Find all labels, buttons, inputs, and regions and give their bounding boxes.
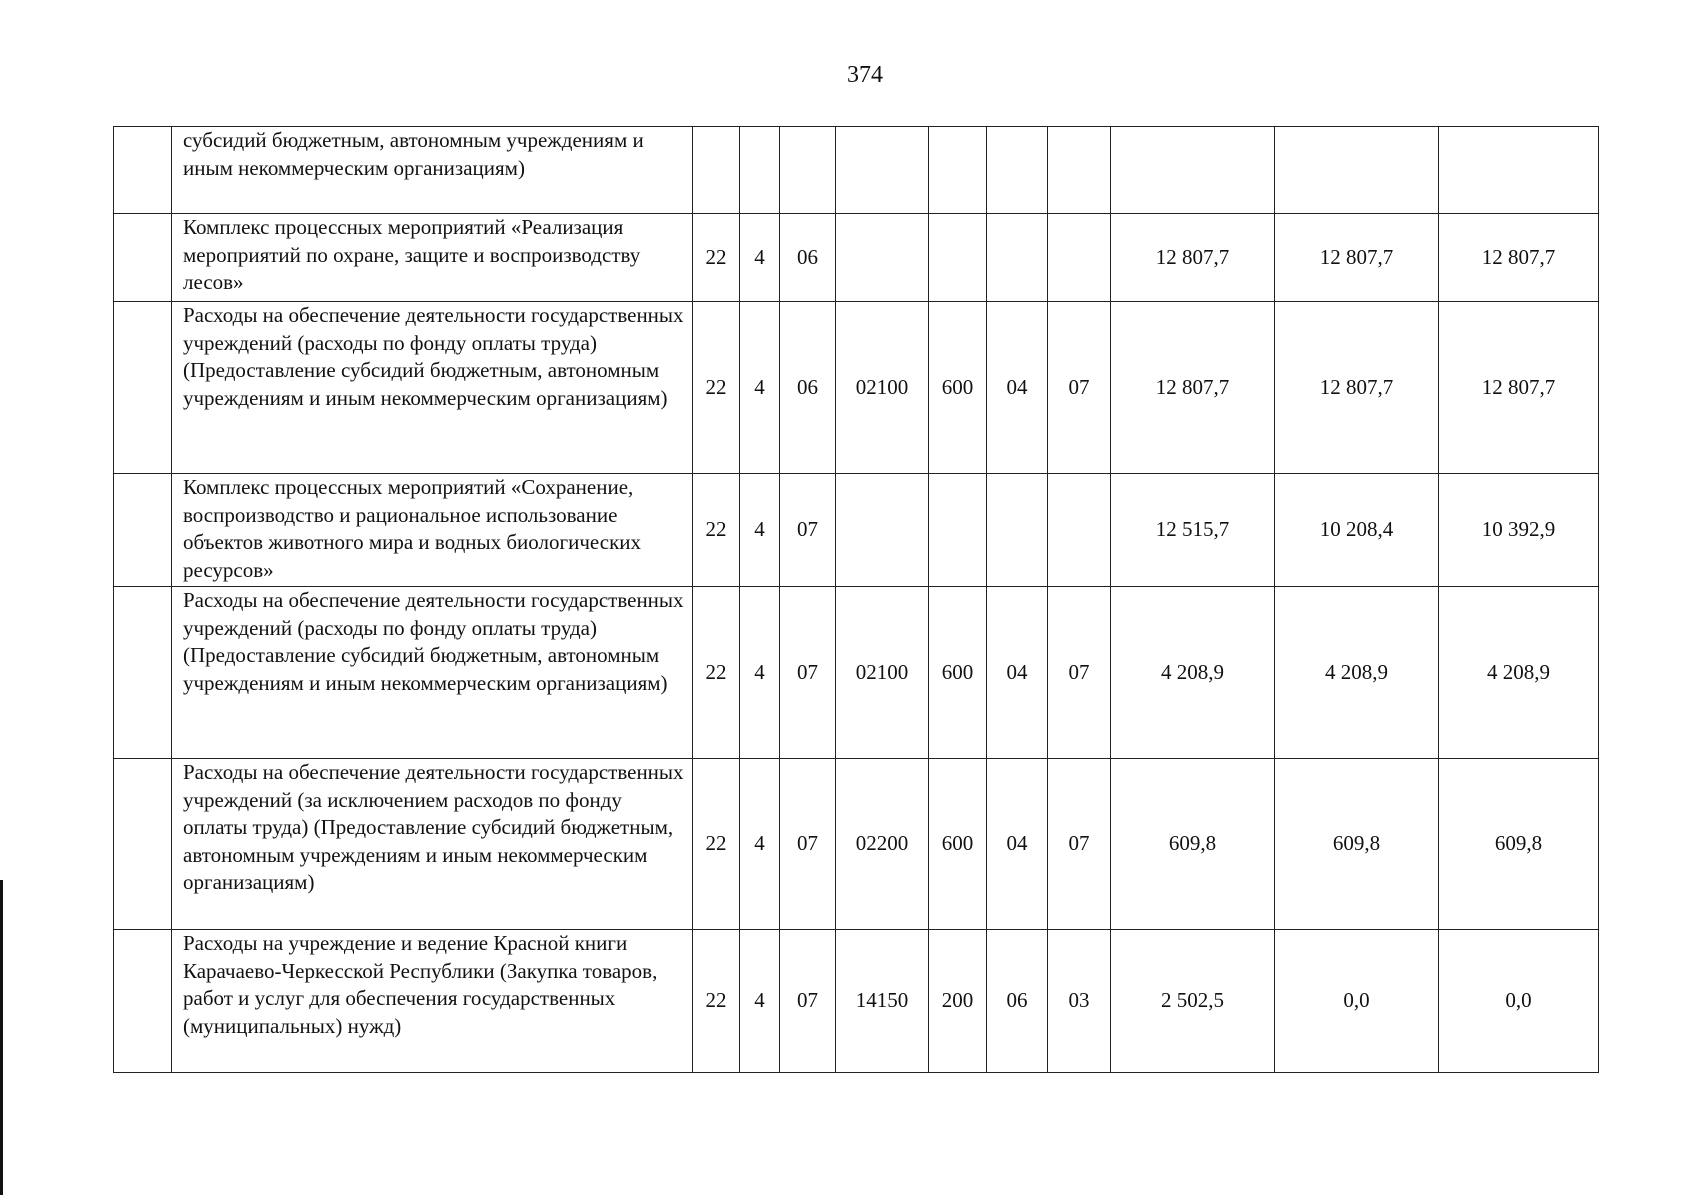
subprogram-type-cell: 4 [740,214,780,302]
budget-table [113,126,1599,1073]
program-code-cell: 22 [693,759,740,930]
row-number-cell [114,759,172,930]
amount-year1-cell: 4 208,9 [1111,587,1275,759]
scan-edge-line [0,880,3,1195]
direction-code-cell: 14150 [836,930,929,1073]
measure-code-cell: 06 [780,302,836,474]
program-code-cell: 22 [693,587,740,759]
amount-year1-cell: 609,8 [1111,759,1275,930]
table-row [114,930,1599,1073]
subprogram-type-cell: 4 [740,587,780,759]
amount-year3-cell: 0,0 [1439,930,1599,1073]
section-code-cell [987,214,1048,302]
subsection-code-cell: 07 [1048,759,1111,930]
table-row [114,127,1599,214]
expense-name-cell: субсидий бюджетным, автономным учреждениям и иным некоммерческим организациям) [172,127,693,214]
direction-code-cell: 02200 [836,759,929,930]
expense-name-cell: Комплекс процессных мероприятий «Реализация мероприятий по охране, защите и воспроизводству лесов» [172,214,693,302]
table-row [114,214,1599,302]
row-number-cell [114,127,172,214]
amount-year3-cell: 12 807,7 [1439,214,1599,302]
subsection-code-cell [1048,474,1111,587]
amount-year2-cell: 12 807,7 [1275,302,1439,474]
program-code-cell [693,127,740,214]
measure-code-cell: 06 [780,214,836,302]
table-row [114,302,1599,474]
table-row [114,587,1599,759]
amount-year3-cell: 609,8 [1439,759,1599,930]
expense-type-cell [929,127,987,214]
amount-year1-cell: 2 502,5 [1111,930,1275,1073]
measure-code-cell: 07 [780,474,836,587]
amount-year2-cell: 12 807,7 [1275,214,1439,302]
row-number-cell [114,930,172,1073]
expense-name-cell: Расходы на обеспечение деятельности государственных учреждений (расходы по фонду оплаты труда) (Предоставление субсидий бюджетным, автономным учреждениям и иным некоммерческим организациям) [172,302,693,474]
program-code-cell: 22 [693,930,740,1073]
budget-table-body [114,127,1599,1073]
measure-code-cell: 07 [780,759,836,930]
row-number-cell [114,474,172,587]
amount-year1-cell [1111,127,1275,214]
subprogram-type-cell: 4 [740,930,780,1073]
expense-name-cell: Расходы на учреждение и ведение Красной книги Карачаево-Черкесской Республики (Закупка товаров, работ и услуг для обеспечения государственных (муниципальных) нужд) [172,930,693,1073]
section-code-cell: 04 [987,302,1048,474]
direction-code-cell [836,214,929,302]
table-row [114,474,1599,587]
amount-year1-cell: 12 807,7 [1111,214,1275,302]
subsection-code-cell: 07 [1048,302,1111,474]
subprogram-type-cell: 4 [740,474,780,587]
expense-name-cell: Расходы на обеспечение деятельности государственных учреждений (за исключением расходов по фонду оплаты труда) (Предоставление субсидий бюджетным, автономным учреждениям и иным некоммерческим организациям) [172,759,693,930]
expense-type-cell: 600 [929,302,987,474]
expense-name-cell: Расходы на обеспечение деятельности государственных учреждений (расходы по фонду оплаты труда) (Предоставление субсидий бюджетным, автономным учреждениям и иным некоммерческим организациям) [172,587,693,759]
section-code-cell: 04 [987,759,1048,930]
section-code-cell [987,127,1048,214]
measure-code-cell [780,127,836,214]
subsection-code-cell: 03 [1048,930,1111,1073]
amount-year2-cell: 4 208,9 [1275,587,1439,759]
expense-type-cell: 600 [929,759,987,930]
page-number: 374 [847,62,883,88]
subprogram-type-cell [740,127,780,214]
expense-type-cell [929,474,987,587]
amount-year3-cell: 4 208,9 [1439,587,1599,759]
subprogram-type-cell: 4 [740,759,780,930]
expense-type-cell: 600 [929,587,987,759]
table-row [114,759,1599,930]
section-code-cell: 04 [987,587,1048,759]
amount-year1-cell: 12 807,7 [1111,302,1275,474]
amount-year2-cell: 609,8 [1275,759,1439,930]
subsection-code-cell: 07 [1048,587,1111,759]
expense-type-cell [929,214,987,302]
measure-code-cell: 07 [780,587,836,759]
measure-code-cell: 07 [780,930,836,1073]
expense-name-cell: Комплекс процессных мероприятий «Сохранение, воспроизводство и рациональное использование объектов животного мира и водных биологических ресурсов» [172,474,693,587]
section-code-cell [987,474,1048,587]
program-code-cell: 22 [693,474,740,587]
program-code-cell: 22 [693,302,740,474]
amount-year1-cell: 12 515,7 [1111,474,1275,587]
subsection-code-cell [1048,214,1111,302]
direction-code-cell: 02100 [836,302,929,474]
amount-year3-cell: 12 807,7 [1439,302,1599,474]
row-number-cell [114,302,172,474]
amount-year2-cell: 10 208,4 [1275,474,1439,587]
program-code-cell: 22 [693,214,740,302]
direction-code-cell [836,127,929,214]
row-number-cell [114,587,172,759]
subprogram-type-cell: 4 [740,302,780,474]
direction-code-cell: 02100 [836,587,929,759]
row-number-cell [114,214,172,302]
section-code-cell: 06 [987,930,1048,1073]
subsection-code-cell [1048,127,1111,214]
direction-code-cell [836,474,929,587]
amount-year2-cell: 0,0 [1275,930,1439,1073]
amount-year3-cell [1439,127,1599,214]
expense-type-cell: 200 [929,930,987,1073]
amount-year2-cell [1275,127,1439,214]
amount-year3-cell: 10 392,9 [1439,474,1599,587]
